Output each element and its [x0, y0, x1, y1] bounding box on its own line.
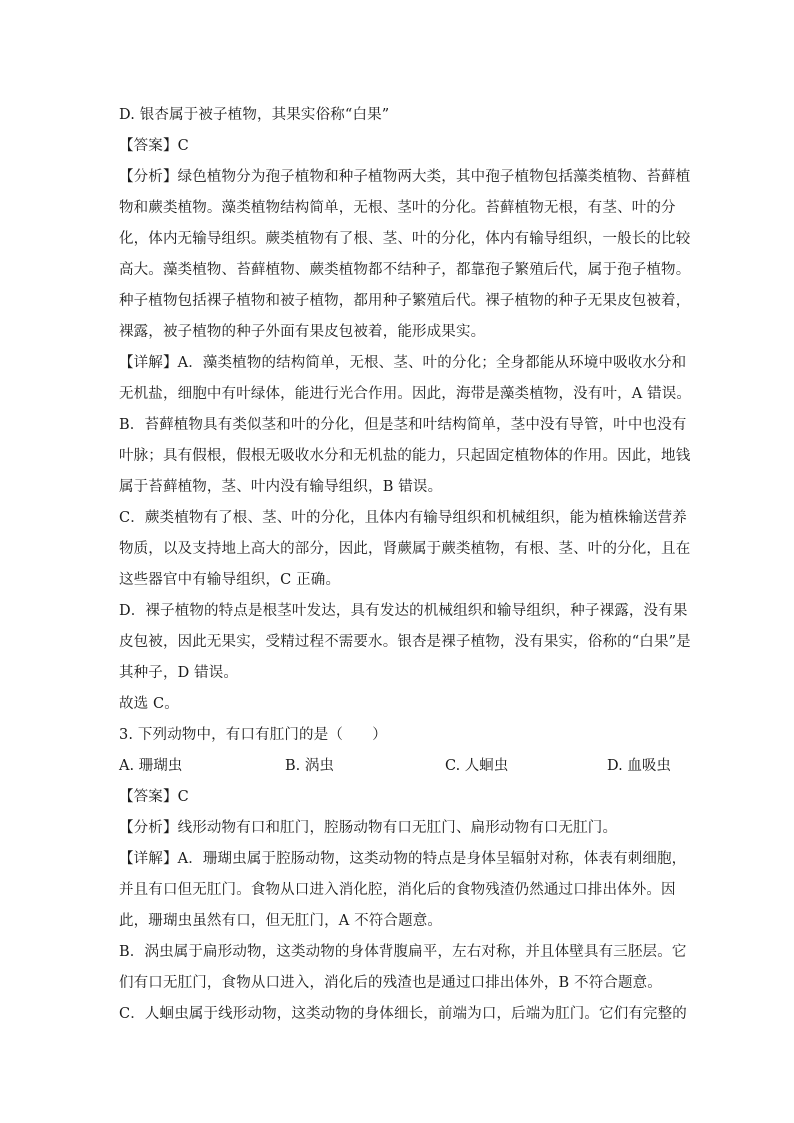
option-d: D. 血吸虫 — [607, 758, 671, 774]
detail-line: 并且有口但无肛门。食物从口进入消化腔，消化后的食物残渣仍然通过口排出体外。因 — [119, 882, 676, 898]
analysis-line: 【分析】绿色植物分为孢子植物和种子植物两大类，其中孢子植物包括藻类植物、苔藓植 — [119, 169, 691, 185]
detail-line: B．苔藓植物具有类似茎和叶的分化，但是茎和叶结构简单，茎中没有导管，叶中也没有 — [119, 417, 687, 433]
question-3-options — [119, 751, 679, 782]
analysis-line: 裸露，被子植物的种子外面有果皮包被着，能形成果实。 — [119, 324, 486, 340]
detail-line: C．蕨类植物有了根、茎、叶的分化，且体内有输导组织和机械组织，能为植株输送营养 — [119, 510, 687, 526]
analysis-line: 高大。藻类植物、苔藓植物、蕨类植物都不结种子，都靠孢子繁殖后代，属于孢子植物。 — [119, 262, 691, 278]
detail-line: 无机盐，细胞中有叶绿体，能进行光合作用。因此，海带是藻类植物，没有叶，A 错误。 — [119, 386, 692, 402]
detail-line: C．人蛔虫属于线形动物，这类动物的身体细长，前端为口，后端为肛门。它们有完整的 — [119, 1006, 687, 1022]
answer-label: 【答案】C — [119, 138, 189, 154]
detail-line: 们有口无肛门，食物从口进入，消化后的残渣也是通过口排出体外，B 不符合题意。 — [119, 975, 662, 991]
text-block-top — [119, 100, 692, 751]
detail-line: 【详解】A．藻类植物的结构简单，无根、茎、叶的分化；全身都能从环境中吸收水分和 — [119, 355, 687, 371]
detail-line: 此，珊瑚虫虽然有口，但无肛门，A 不符合题意。 — [119, 913, 443, 929]
option-a: A. 珊瑚虫 — [119, 758, 183, 774]
detail-line: 其种子，D 错误。 — [119, 665, 239, 681]
text-block-bottom — [119, 782, 687, 1030]
detail-line: 【详解】A．珊瑚虫属于腔肠动物，这类动物的特点是身体呈辐射对称，体表有刺细胞， — [119, 851, 687, 867]
analysis-line: 【分析】线形动物有口和肛门，腔肠动物有口无肛门、扁形动物有口无肛门。 — [119, 820, 618, 836]
conclusion-line: 故选 C。 — [119, 696, 179, 712]
detail-line: 属于苔藓植物，茎、叶内没有输导组织，B 错误。 — [119, 479, 443, 495]
detail-line: 物质，以及支持地上高大的部分，因此，肾蕨属于蕨类植物，有根、茎、叶的分化，且在 — [119, 541, 691, 557]
detail-line: 这些器官中有输导组织，C 正确。 — [119, 572, 341, 588]
answer-label: 【答案】C — [119, 789, 189, 805]
detail-line: 叶脉；具有假根，假根无吸收水分和无机盐的能力，只起固定植物体的作用。因此，地钱 — [119, 448, 691, 464]
detail-line: B．涡虫属于扁形动物，这类动物的身体背腹扁平，左右对称，并且体壁具有三胚层。它 — [119, 944, 687, 960]
question-3-stem: 3. 下列动物中，有口有肛门的是（ ） — [119, 727, 387, 743]
document-page — [119, 100, 692, 1030]
detail-line: 皮包被，因此无果实，受精过程不需要水。银杏是裸子植物，没有果实，俗称的“白果”是 — [119, 634, 691, 650]
analysis-line: 化，体内无输导组织。蕨类植物有了根、茎、叶的分化，体内有输导组织，一般长的比较 — [119, 231, 691, 247]
analysis-line: 物和蕨类植物。藻类植物结构简单，无根、茎叶的分化。苔藓植物无根，有茎、叶的分 — [119, 200, 676, 216]
option-b: B. 涡虫 — [285, 758, 334, 774]
option-c: C. 人蛔虫 — [445, 758, 509, 774]
text-line: D. 银杏属于被子植物，其果实俗称“白果” — [119, 107, 390, 123]
detail-line: D．裸子植物的特点是根茎叶发达，具有发达的机械组织和输导组织，种子裸露，没有果 — [119, 603, 688, 619]
analysis-line: 种子植物包括裸子植物和被子植物，都用种子繁殖后代。裸子植物的种子无果皮包被着， — [119, 293, 691, 309]
